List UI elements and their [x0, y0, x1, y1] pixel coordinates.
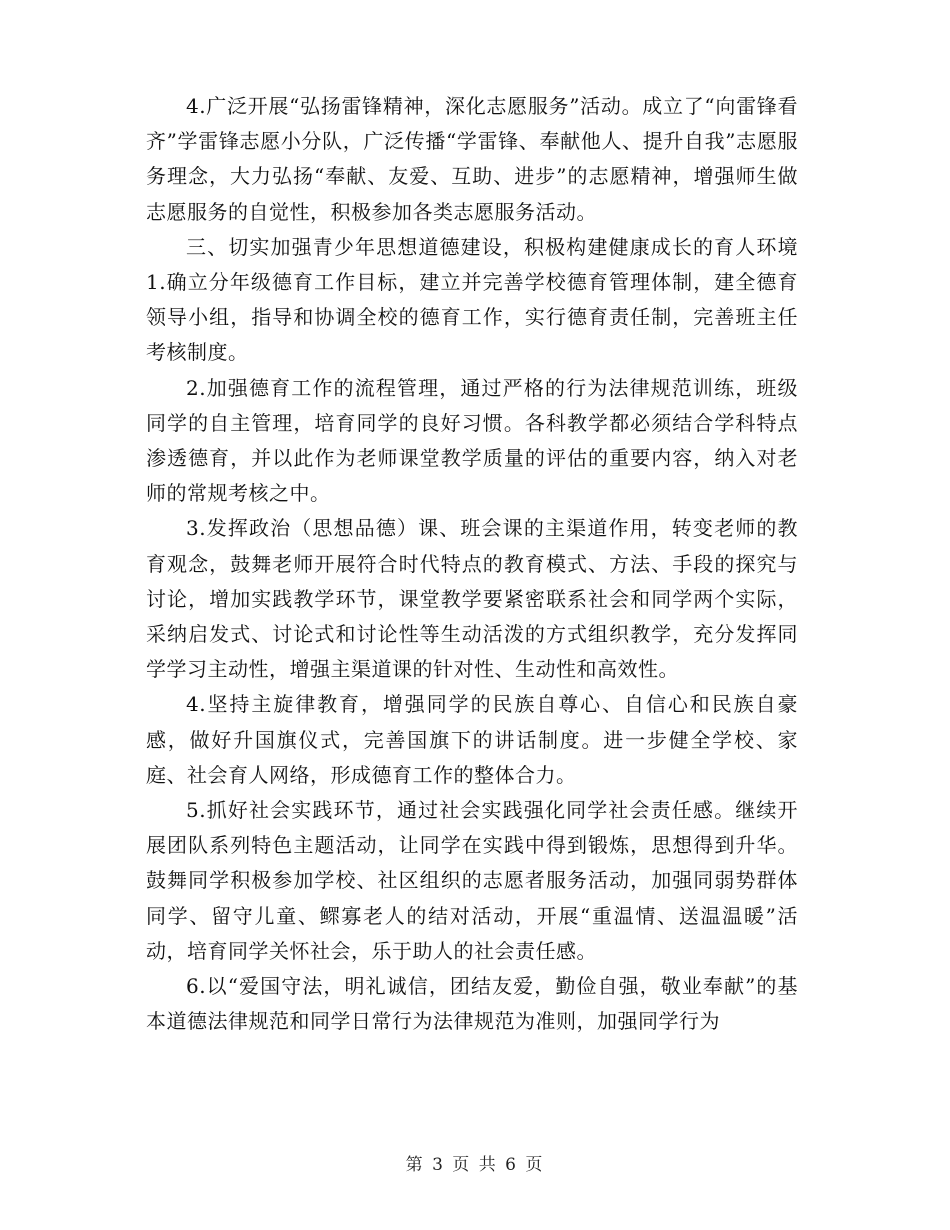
page-number-footer: 第 3 页 共 6 页	[405, 1155, 545, 1175]
paragraph-main-channel: 3.发挥政治（思想品德）课、班会课的主渠道作用，转变老师的教育观念，鼓舞老师开展符合时代特点的教育模式、方法、手段的探究与讨论，增加实践教学环节，课堂教学要紧密联系社会和同学两个实际，采纳启发式、讨论式和讨论性等生动活泼的方式组织教学，充分发挥同学学习主动性，增强主渠道课的针对性、生动性和高效性。	[146, 516, 798, 682]
paragraph-moral-norms: 6.以“爱国守法，明礼诚信，团结友爱，勤俭自强，敬业奉献”的基本道德法律规范和同学日常行为法律规范为准则，加强同学行为	[146, 974, 798, 1034]
paragraph-process-management: 2.加强德育工作的流程管理，通过严格的行为法律规范训练，班级同学的自主管理，培育同学的良好习惯。各科教学都必须结合学科特点渗透德育，并以此作为老师课堂教学质量的评估的重要内容，纳入对老师的常规考核之中。	[146, 375, 798, 506]
paragraph-social-practice: 5.抓好社会实践环节，通过社会实践强化同学社会责任感。继续开展团队系列特色主题活动，让同学在实践中得到锻炼，思想得到升华。鼓舞同学积极参加学校、社区组织的志愿者服务活动，加强同弱势群体同学、留守儿童、鳏寡老人的结对活动，开展“重温情、送温温暖”活动，培育同学关怀社会，乐于助人的社会责任感。	[146, 798, 798, 963]
paragraph-section-three: 三、切实加强青少年思想道德建设，积极构建健康成长的育人环境1.确立分年级德育工作目标，建立并完善学校德育管理体制，建全德育领导小组，指导和协调全校的德育工作，实行德育责任制，完善班主任考核制度。	[146, 234, 798, 365]
document-body	[146, 89, 798, 1039]
paragraph-volunteer-service: 4.广泛开展“弘扬雷锋精神，深化志愿服务”活动。成立了“向雷锋看齐”学雷锋志愿小分队，广泛传播“学雷锋、奉献他人、提升自我”志愿服务理念，大力弘扬“奉献、友爱、互助、进步”的志愿精神，增强师生做志愿服务的自觉性，积极参加各类志愿服务活动。	[146, 94, 798, 224]
paragraph-patriotic-education: 4.坚持主旋律教育，增强同学的民族自尊心、自信心和民族自豪感，做好升国旗仪式，完善国旗下的讲话制度。进一步健全学校、家庭、社会育人网络，形成德育工作的整体合力。	[146, 692, 798, 787]
